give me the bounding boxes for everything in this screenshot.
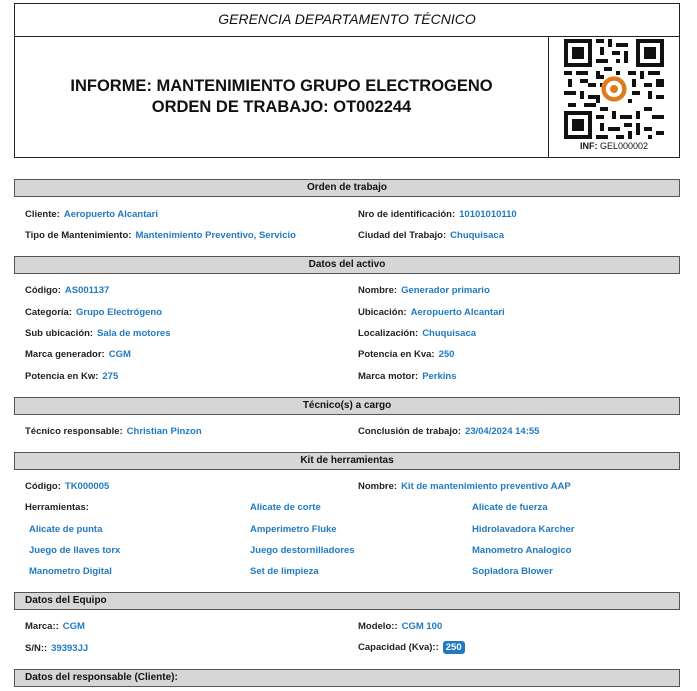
field-label: Marca:: — [25, 621, 59, 632]
field-conclusion-trabajo — [358, 426, 539, 437]
qr-code-icon — [564, 39, 664, 139]
field-modelo-equipo — [358, 621, 442, 632]
field-label: Conclusión de trabajo: — [358, 426, 461, 437]
field-marca-generador — [25, 349, 131, 360]
field-cliente — [25, 209, 158, 220]
field-marca-equipo — [25, 621, 85, 632]
field-value: Aeropuerto Alcantari — [410, 307, 505, 318]
tool-item: Juego destornilladores — [250, 545, 355, 556]
field-value: Kit de mantenimiento preventivo AAP — [401, 481, 571, 492]
field-potencia-kw — [25, 371, 118, 382]
field-ubicacion — [358, 307, 505, 318]
tool-item: Hidrolavadora Karcher — [472, 524, 575, 535]
field-label: Código: — [25, 285, 61, 296]
field-label: Cliente: — [25, 209, 60, 220]
qr-code-text: GEL000002 — [599, 141, 649, 151]
field-codigo-activo — [25, 285, 109, 296]
field-capacidad-equipo — [358, 641, 465, 654]
field-nombre-kit — [358, 481, 571, 492]
tool-item: Manometro Analogico — [472, 545, 572, 556]
field-value: Chuquisaca — [450, 230, 505, 241]
capacidad-badge: 250 — [443, 641, 465, 654]
section-tecnicos: Técnico(s) a cargo — [14, 397, 680, 415]
field-value: Chuquisaca — [422, 328, 477, 339]
tool-item: Manometro Digital — [29, 566, 112, 577]
field-label: Ubicación: — [358, 307, 407, 318]
field-value: Aeropuerto Alcantari — [63, 209, 158, 220]
field-categoria — [25, 307, 162, 318]
field-label: Localización: — [358, 328, 419, 339]
field-label: Nro de identificación: — [358, 209, 456, 220]
field-label: Modelo:: — [358, 621, 398, 632]
field-value: Perkins — [422, 371, 457, 382]
field-herramientas-label — [25, 502, 89, 513]
tool-item: Alicate de fuerza — [472, 502, 548, 513]
report-title-line1: INFORME: MANTENIMIENTO GRUPO ELECTROGENO — [70, 77, 493, 95]
qr-cell — [548, 37, 679, 157]
field-sn-equipo — [25, 643, 88, 654]
field-value: AS001137 — [64, 285, 110, 296]
tool-item: Alicate de corte — [250, 502, 321, 513]
report-header — [14, 3, 680, 158]
qr-caption — [549, 141, 679, 151]
field-nombre-activo — [358, 285, 490, 296]
field-value: Sala de motores — [97, 328, 171, 339]
field-value: CGM — [62, 621, 85, 632]
field-localizacion — [358, 328, 476, 339]
report-title-line2: ORDEN DE TRABAJO: OT002244 — [151, 98, 412, 116]
tool-item: Alicate de punta — [29, 524, 103, 535]
field-value: 23/04/2024 14:55 — [464, 426, 540, 437]
field-label: Código: — [25, 481, 61, 492]
field-codigo-kit — [25, 481, 109, 492]
field-label: Técnico responsable: — [25, 426, 123, 437]
field-label: Ciudad del Trabajo: — [358, 230, 447, 241]
section-responsable-cliente: Datos del responsable (Cliente): — [14, 669, 680, 687]
field-potencia-kva — [358, 349, 454, 360]
field-value: 250 — [438, 349, 455, 360]
field-label: Marca motor: — [358, 371, 419, 382]
field-value: Generador primario — [401, 285, 490, 296]
field-nro-identificacion — [358, 209, 517, 220]
field-tipo-mantenimiento — [25, 230, 296, 241]
tool-item: Juego de llaves torx — [29, 545, 121, 556]
field-label: Nombre: — [358, 285, 398, 296]
field-value: CGM 100 — [401, 621, 443, 632]
field-label: S/N:: — [25, 643, 48, 654]
tool-item: Amperimetro Fluke — [250, 524, 337, 535]
field-value: 10101010110 — [459, 209, 517, 220]
field-value: Grupo Electrógeno — [75, 307, 163, 318]
field-tecnico-responsable — [25, 426, 202, 437]
field-value: TK000005 — [64, 481, 110, 492]
field-label: Sub ubicación: — [25, 328, 94, 339]
field-label: Categoría: — [25, 307, 72, 318]
field-label: Capacidad (Kva):: — [358, 642, 439, 653]
section-datos-equipo: Datos del Equipo — [14, 592, 680, 610]
field-label: Herramientas: — [25, 502, 89, 513]
field-value: Mantenimiento Preventivo, Servicio — [135, 230, 296, 241]
tool-item: Set de limpieza — [250, 566, 319, 577]
qr-label: INF: — [579, 141, 598, 151]
section-orden-trabajo: Orden de trabajo — [14, 179, 680, 197]
field-label: Tipo de Mantenimiento: — [25, 230, 132, 241]
field-value: 275 — [102, 371, 119, 382]
field-label: Potencia en Kw: — [25, 371, 99, 382]
field-value: 39393JJ — [51, 643, 89, 654]
field-label: Potencia en Kva: — [358, 349, 435, 360]
field-value: CGM — [108, 349, 131, 360]
field-marca-motor — [358, 371, 457, 382]
field-value: Christian Pinzon — [126, 426, 202, 437]
section-kit-herramientas: Kit de herramientas — [14, 452, 680, 470]
report-title — [15, 37, 548, 157]
field-sub-ubicacion — [25, 328, 170, 339]
field-ciudad — [358, 230, 504, 241]
section-datos-activo: Datos del activo — [14, 256, 680, 274]
tool-item: Sopladora Blower — [472, 566, 553, 577]
field-label: Nombre: — [358, 481, 398, 492]
field-label: Marca generador: — [25, 349, 105, 360]
department-title: GERENCIA DEPARTAMENTO TÉCNICO — [15, 4, 679, 37]
